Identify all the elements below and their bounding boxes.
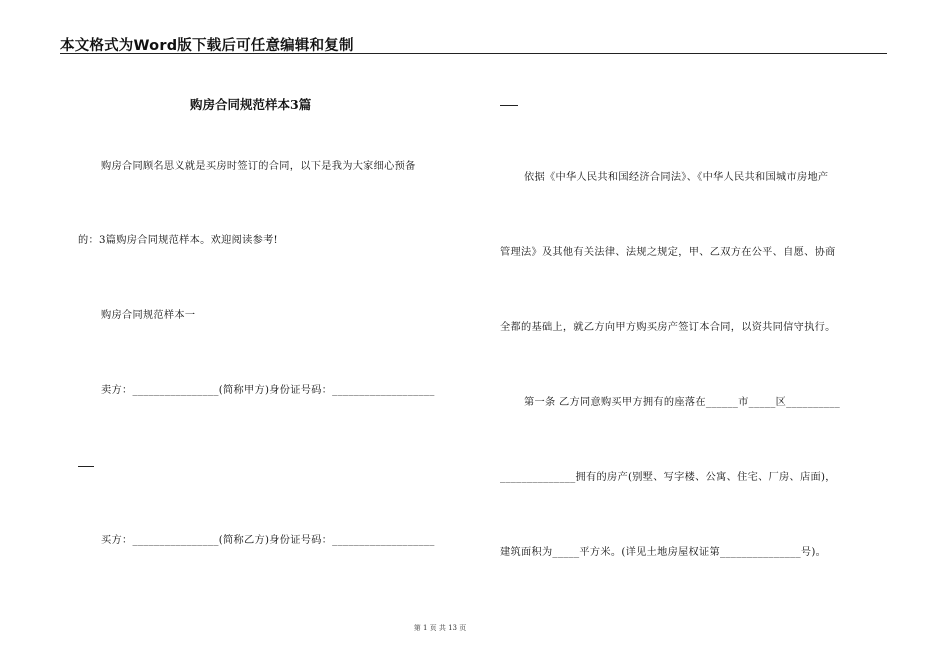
- page-number: 第 1 页 共 13 页: [413, 624, 467, 632]
- clause-basis-line-2: 管理法》及其他有关法律、法规之规定，甲、乙双方在公平、自愿、协商: [500, 247, 836, 258]
- article-one-line-3: 建筑面积为_____平方米。(详见土地房屋权证第_______________号)。: [500, 547, 827, 558]
- paragraph-intro-line-2: 的：3篇购房合同规范样本。欢迎阅读参考!: [78, 235, 278, 246]
- clause-basis-line-1: 依据《中华人民共和国经济合同法》、《中华人民共和国城市房地产: [524, 172, 829, 183]
- seller-line: 卖方：________________(简称甲方)身份证号码：___________________: [101, 385, 435, 396]
- document-title: 购房合同规范样本3篇: [190, 97, 312, 112]
- continuation-underline-right: [500, 105, 518, 106]
- document-banner: 本文格式为Word版下载后可任意编辑和复制: [60, 38, 354, 54]
- continuation-underline-left: [78, 466, 94, 467]
- clause-basis-line-3: 全都的基础上，就乙方向甲方购买房产签订本合同，以资共同信守执行。: [500, 322, 836, 333]
- paragraph-intro-line-1: 购房合同顾名思义就是买房时签订的合同，以下是我为大家细心预备: [101, 161, 416, 172]
- buyer-line: 买方：________________(简称乙方)身份证号码：___________________: [101, 535, 435, 546]
- sample-heading: 购房合同规范样本一: [101, 310, 196, 321]
- banner-divider: [60, 53, 887, 54]
- article-one-line-1: 第一条 乙方同意购买甲方拥有的座落在______市_____区__________: [524, 397, 841, 408]
- article-one-line-2: ______________拥有的房产(别墅、写字楼、公寓、住宅、厂房、店面)，: [500, 472, 836, 483]
